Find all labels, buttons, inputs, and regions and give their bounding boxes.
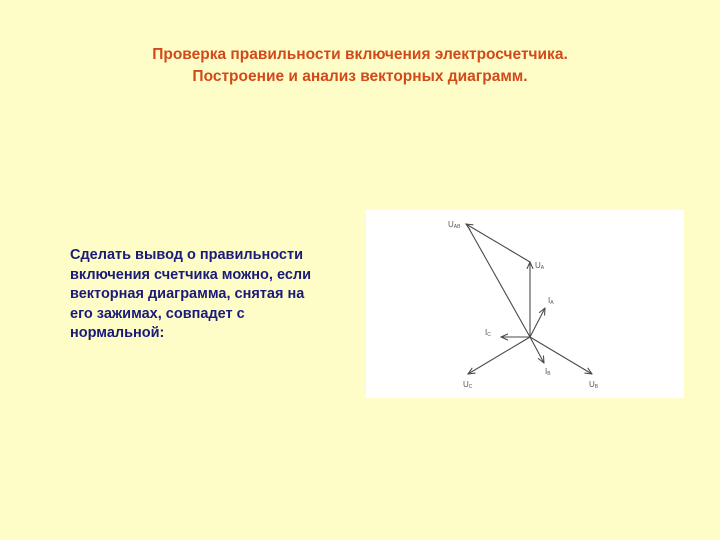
label-ib: IB [545,367,551,377]
body-line-3: векторная диаграмма, снятая на [70,286,305,302]
body-line-1: Сделать вывод о правильности [70,247,303,263]
slide-title [40,44,680,88]
body-line-2: включения счетчика можно, если [70,266,312,283]
body-text [70,246,355,344]
label-ic: IC [485,328,491,338]
label-ia: IA [548,296,554,306]
label-uab: UAB [448,220,461,230]
vector-diagram [366,210,684,398]
vector-ub [530,337,592,374]
label-uc: UC [463,380,473,390]
label-ub: UB [589,380,599,390]
vector-ia [530,308,545,337]
title-line-1: Проверка правильности включения электросчетчика. [152,46,568,63]
vector-uab-closing [467,225,530,337]
body-line-4: его зажимах, совпадет с [70,305,245,322]
title-line-2: Построение и анализ векторных диаграмм. [192,68,528,85]
vector-uc [468,337,530,374]
label-ua: UA [535,261,545,271]
vector-diagram-svg [366,210,684,398]
body-line-5: нормальной: [70,325,165,341]
vector-uab [466,224,530,262]
